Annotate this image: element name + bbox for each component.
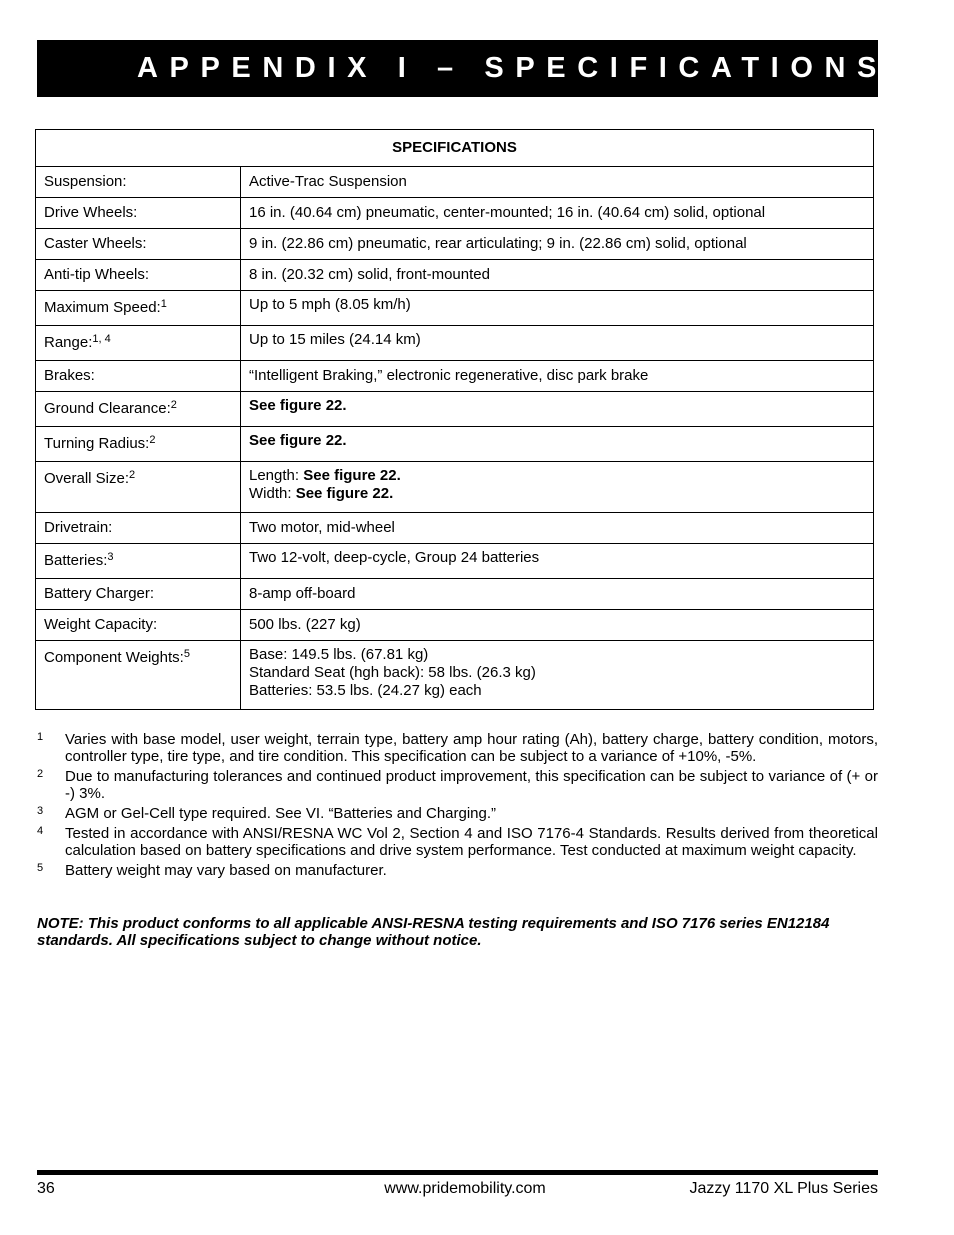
footnote-reference: 2 [129,469,136,481]
table-row [36,229,874,260]
table-row [36,291,874,326]
footnote [37,768,878,802]
spec-label-cell [36,392,241,427]
footnote-number: 4 [37,825,44,837]
footnotes [37,731,878,882]
footnote-text: Varies with base model, user weight, terrain type, battery amp hour rating (Ah), battery charge, battery condition, motors, controller type, tire type, and tire condition. This specification can be subject to a variance of +10%, -5%. [65,731,878,765]
footer-url: www.pridemobility.com [384,1180,546,1197]
footnote-number: 1 [37,731,44,743]
appendix-title-banner [37,40,888,97]
spec-value-cell [241,427,874,462]
spec-value-line: Batteries: 53.5 lbs. (24.27 kg) each [249,682,482,699]
footer-rule [37,1170,878,1175]
footnote-text: Tested in accordance with ANSI/RESNA WC Vol 2, Section 4 and ISO 7176-4 Standards. Results derived from theoretical calculation based on battery specifications and drive system performance. Test conducted at maximum weight capacity. [65,825,878,859]
footnote-number: 3 [37,805,44,817]
spec-value-cell [241,610,874,641]
spec-value-line [249,485,865,503]
table-header-row [36,130,874,167]
spec-label: Weight Capacity: [44,616,158,633]
specifications-body [36,167,874,710]
spec-value-cell [241,291,874,326]
spec-value-line: “Intelligent Braking,” electronic regenerative, disc park brake [249,367,649,384]
spec-label: Overall Size: [44,470,130,487]
table-row [36,198,874,229]
spec-label-cell [36,291,241,326]
footnote [37,805,878,822]
spec-value-line: 8-amp off-board [249,585,356,602]
spec-label-cell [36,462,241,513]
spec-label: Brakes: [44,367,95,384]
footnote [37,862,878,879]
dimension-label: Length: [249,467,304,484]
spec-label: Anti-tip Wheels: [44,266,150,283]
dimension-label: Width: [249,485,296,502]
footnote-text: Due to manufacturing tolerances and continued product improvement, this specification can be subject to variance of (+ or -) 3%. [65,768,878,802]
spec-label: Suspension: [44,173,127,190]
table-row [36,641,874,710]
page-number: 36 [37,1180,55,1197]
spec-label: Drive Wheels: [44,204,138,221]
table-row [36,462,874,513]
footnote-reference: 1 [160,298,167,310]
table-row [36,392,874,427]
footnote-reference: 2 [170,399,177,411]
footnote-number: 5 [37,862,44,874]
product-series: Jazzy 1170 XL Plus Series [689,1180,878,1197]
spec-label: Range: [44,334,93,351]
table-row [36,513,874,544]
spec-label-cell [36,167,241,198]
spec-value-cell [241,392,874,427]
footnote-text: AGM or Gel-Cell type required. See VI. “Batteries and Charging.” [65,805,497,822]
spec-value-cell [241,462,874,513]
spec-value-line: Up to 15 miles (24.14 km) [249,331,421,348]
footnote-reference: 5 [183,648,190,660]
spec-value-cell [241,361,874,392]
spec-value-line [249,467,865,485]
spec-value-line: 9 in. (22.86 cm) pneumatic, rear articulating; 9 in. (22.86 cm) solid, optional [249,235,747,252]
spec-label-cell [36,229,241,260]
compliance-note: NOTE: This product conforms to all applicable ANSI-RESNA testing requirements and ISO 7176 series EN12184 standards. All specifications subject to change without notice. [37,915,830,949]
footnote [37,731,878,765]
spec-label-cell [36,610,241,641]
spec-value-cell [241,326,874,361]
spec-label-cell [36,427,241,462]
figure-reference: See figure 22. [249,397,347,414]
footnote-reference: 3 [107,551,114,563]
spec-value-cell [241,198,874,229]
spec-label-cell [36,544,241,579]
footnote-reference: 2 [149,434,156,446]
spec-label: Maximum Speed: [44,299,161,316]
figure-reference: See figure 22. [303,467,401,484]
spec-value-line: Standard Seat (hgh back): 58 lbs. (26.3 kg) [249,664,536,681]
spec-value-line: Up to 5 mph (8.05 km/h) [249,296,411,313]
spec-label: Drivetrain: [44,519,113,536]
spec-label: Turning Radius: [44,435,150,452]
spec-label-cell [36,641,241,710]
footnote-text: Battery weight may vary based on manufacturer. [65,862,387,879]
spec-label-cell [36,260,241,291]
spec-label: Caster Wheels: [44,235,147,252]
table-row [36,610,874,641]
footnote-number: 2 [37,768,44,780]
figure-reference: See figure 22. [249,432,347,449]
table-row [36,260,874,291]
spec-value-cell [241,641,874,710]
spec-value-line: Two 12-volt, deep-cycle, Group 24 batteries [249,549,540,566]
spec-label: Ground Clearance: [44,400,171,417]
spec-label-cell [36,579,241,610]
spec-value-cell [241,167,874,198]
spec-value-line: Active-Trac Suspension [249,173,407,190]
spec-value-cell [241,579,874,610]
spec-value-line: Base: 149.5 lbs. (67.81 kg) [249,646,429,663]
spec-label-cell [36,326,241,361]
spec-value-cell [241,229,874,260]
spec-value-cell [241,544,874,579]
spec-label-cell [36,198,241,229]
table-row [36,544,874,579]
spec-label: Batteries: [44,552,108,569]
spec-label: Component Weights: [44,649,184,666]
footnote-reference: 1, 4 [92,333,111,345]
table-row [36,579,874,610]
spec-value-line: Two motor, mid-wheel [249,519,395,536]
table-row [36,326,874,361]
spec-label: Battery Charger: [44,585,155,602]
figure-reference: See figure 22. [295,485,394,502]
table-row [36,167,874,198]
spec-value-cell [241,260,874,291]
spec-label-cell [36,513,241,544]
spec-value-line: 16 in. (40.64 cm) pneumatic, center-mounted; 16 in. (40.64 cm) solid, optional [249,204,766,221]
specifications-table [35,129,874,710]
spec-value-line: 500 lbs. (227 kg) [249,616,361,633]
spec-label-cell [36,361,241,392]
spec-value-line: 8 in. (20.32 cm) solid, front-mounted [249,266,490,283]
spec-value-cell [241,513,874,544]
table-header: SPECIFICATIONS [36,130,874,167]
table-row [36,361,874,392]
footnote [37,825,878,859]
table-row [36,427,874,462]
appendix-title: APPENDIX I – SPECIFICATIONS [137,52,888,84]
